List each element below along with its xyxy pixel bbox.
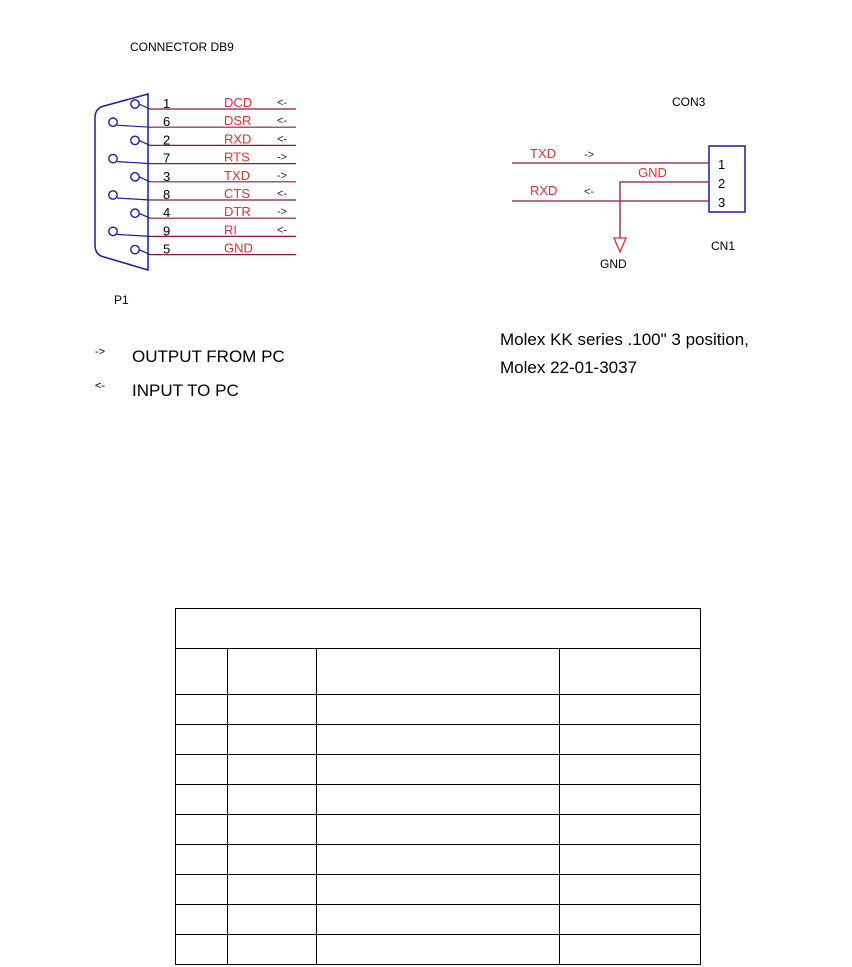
db9-pin-stub (117, 125, 150, 127)
db9-signal-label: RTS (224, 149, 250, 165)
table-row (176, 905, 701, 935)
db9-pin-circle (131, 209, 139, 217)
table-cell (560, 785, 701, 815)
table-row (176, 755, 701, 785)
table-header-cell (176, 649, 228, 695)
con3-txd-dir: -> (584, 149, 595, 161)
table-cell (176, 725, 228, 755)
table-cell (560, 755, 701, 785)
table-title-cell (176, 609, 701, 649)
table-cell (176, 935, 228, 965)
db9-direction-label: -> (277, 169, 288, 182)
con3-gnd-wire (620, 182, 709, 238)
table-cell (560, 845, 701, 875)
table-cell (317, 755, 560, 785)
legend-input-arrow: <- (95, 380, 106, 392)
db9-signal-label: DSR (224, 113, 252, 129)
table-cell (317, 815, 560, 845)
ground-symbol-label: GND (600, 257, 627, 271)
db9-signal-label: TXD (224, 167, 250, 183)
table-cell (317, 845, 560, 875)
table-cell (176, 785, 228, 815)
table-cell (228, 755, 317, 785)
table-header-cell (560, 649, 701, 695)
table-row (176, 875, 701, 905)
table-cell (560, 725, 701, 755)
con3-pin-1: 1 (718, 157, 726, 172)
table-cell (228, 845, 317, 875)
table-cell (176, 845, 228, 875)
table-cell (228, 875, 317, 905)
table-row (176, 845, 701, 875)
table-header-row (176, 649, 701, 695)
table-cell (317, 785, 560, 815)
table-cell (228, 935, 317, 965)
db9-pin-circle (109, 118, 117, 126)
table-row (176, 815, 701, 845)
legend-output-text: OUTPUT FROM PC (132, 347, 285, 366)
db9-pin-circle (131, 100, 139, 108)
table-cell (176, 695, 228, 725)
db9-signal-label: GND (224, 240, 253, 256)
table-cell (317, 905, 560, 935)
db9-pin-circle (109, 191, 117, 199)
legend-output-arrow: -> (95, 346, 106, 358)
con3-pin-3: 3 (718, 195, 726, 210)
db9-signal-label: RXD (224, 131, 252, 147)
table-header-cell (317, 649, 560, 695)
pinout-table (175, 608, 701, 965)
table-cell (560, 905, 701, 935)
db9-pin-number: 7 (163, 150, 171, 166)
con3-description-line1: Molex KK series .100" 3 position, (500, 330, 749, 349)
db9-signal-label: CTS (224, 186, 250, 201)
db9-pin-number: 1 (163, 96, 171, 111)
db9-pin-stub (117, 234, 150, 236)
db9-pin-circle (131, 245, 139, 253)
con3-ref: CN1 (711, 239, 736, 253)
db9-direction-label: <- (277, 97, 288, 109)
db9-pin-number: 9 (163, 223, 171, 239)
con3-title: CON3 (672, 95, 706, 109)
db9-pin-group (109, 100, 150, 255)
db9-pin-stub (117, 198, 150, 200)
table-cell (228, 905, 317, 935)
con3-description-line2: Molex 22-01-3037 (500, 358, 638, 377)
db9-pin-stub (117, 162, 150, 164)
db9-pin-circle (109, 154, 117, 162)
legend-input-text: INPUT TO PC (132, 381, 239, 400)
db9-pin-number: 2 (163, 132, 171, 148)
table-cell (176, 875, 228, 905)
table-row (176, 725, 701, 755)
db9-pin-circle (131, 173, 139, 181)
table-row (176, 695, 701, 725)
db9-pin-number: 8 (163, 187, 171, 202)
db9-direction-label: <- (277, 133, 288, 146)
db9-signal-label: RI (224, 222, 237, 238)
con3-body (709, 146, 745, 212)
table-cell (317, 875, 560, 905)
table-title-row (176, 609, 701, 649)
con3-rxd-dir: <- (584, 186, 595, 198)
con3-rxd-label: RXD (530, 183, 558, 198)
con3-txd-label: TXD (530, 146, 556, 161)
table-row (176, 785, 701, 815)
table-cell (176, 815, 228, 845)
ground-symbol-icon (614, 238, 626, 252)
table-cell (228, 815, 317, 845)
db9-pin-circle (131, 136, 139, 144)
db9-shell (95, 94, 148, 270)
con3-gnd-label: GND (638, 165, 667, 180)
db9-signal-label: DCD (224, 95, 253, 110)
db9-pin-number: 6 (163, 114, 171, 130)
db9-pin-number: 3 (163, 168, 171, 184)
table-cell (317, 695, 560, 725)
table-cell (228, 695, 317, 725)
table-row (176, 935, 701, 965)
db9-direction-label: <- (277, 188, 288, 200)
table-cell (176, 905, 228, 935)
table-header-cell (228, 649, 317, 695)
db9-ref: P1 (114, 293, 129, 307)
db9-pin-number: 4 (163, 205, 171, 221)
table-cell (228, 785, 317, 815)
table-cell (228, 725, 317, 755)
table-cell (176, 755, 228, 785)
db9-pin-number: 5 (163, 241, 171, 257)
db9-signal-label: DTR (224, 204, 251, 220)
table-cell (317, 935, 560, 965)
table-cell (560, 815, 701, 845)
table-cell (317, 725, 560, 755)
db9-wire-group (150, 95, 296, 257)
db9-direction-label: <- (277, 224, 288, 237)
db9-direction-label: -> (277, 151, 288, 164)
con3-pin-2: 2 (718, 176, 726, 191)
db9-direction-label: -> (277, 206, 288, 219)
table-cell (560, 695, 701, 725)
db9-title: CONNECTOR DB9 (130, 40, 234, 54)
db9-pin-circle (109, 227, 117, 235)
table-cell (560, 875, 701, 905)
table-cell (560, 935, 701, 965)
db9-direction-label: <- (277, 115, 288, 128)
